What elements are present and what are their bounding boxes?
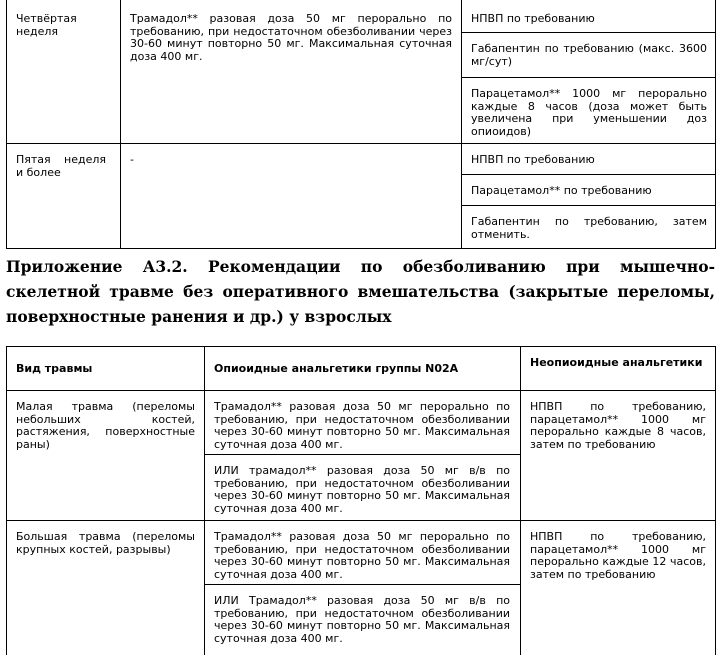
opioid-cell: Трамадол** разовая доза 50 мг перорально по требованию, при недостаточном обезболивании через 30-60 минут повторно 50 мг. Максимальная суточная доза 400 мг. (214, 530, 510, 581)
opioid-cell: ИЛИ трамадол** разовая доза 50 мг в/в по требованию, при недостаточном обезболивании через 30-60 минут повторно 50 мг. Максимальная суточная доза 400 мг. (214, 464, 510, 515)
appendix-heading: Приложение А3.2. Рекомендации по обезболиванию при мышечно-скелетной травме без оперативного вмешательства (закрытые переломы, поверхностные ранения и др.) у взрослых (6, 257, 715, 326)
period-cell: Четвёртая неделя (16, 12, 77, 38)
non-opioid-cell: НПВП по требованию, парацетамол** 1000 мг перорально каждые 12 часов, затем по требованию (530, 530, 706, 581)
column-header-opioids: Опиоидные анальгетики группы N02A (214, 362, 459, 375)
non-opioid-cell: НПВП по требованию, парацетамол** 1000 мг перорально каждые 8 часов, затем по требованию (530, 400, 706, 451)
non-opioid-cell: Парацетамол** по требованию (471, 184, 652, 197)
opioid-cell: - (130, 153, 134, 166)
non-opioid-cell: Габапентин по требованию, затем отменить. (471, 215, 707, 241)
column-header-non-opioids: Неопиоидные анальгетики (530, 356, 703, 369)
non-opioid-cell: Парацетамол** 1000 мг перорально каждые 8 часов (доза может быть увеличена при уменьшении доз опиоидов) (471, 87, 707, 138)
non-opioid-cell: НПВП по требованию (471, 12, 595, 25)
opioid-cell: ИЛИ Трамадол** разовая доза 50 мг в/в по требованию, при недостаточном обезболивании через 30-60 минут повторно 50 мг. Максимальная суточная доза 400 мг. (214, 594, 510, 645)
column-header-injury-type: Вид травмы (16, 362, 93, 375)
injury-type-cell: Большая травма (переломы крупных костей, разрывы) (16, 530, 195, 556)
injury-type-cell: Малая травма (переломы небольших костей, растяжения, поверхностные раны) (16, 400, 195, 451)
opioid-cell: Трамадол** разовая доза 50 мг перорально по требованию, при недостаточном обезболивании через 30-60 минут повторно 50 мг. Максимальная суточная доза 400 мг. (214, 400, 510, 451)
opioid-cell: Трамадол** разовая доза 50 мг перорально по требованию, при недостаточном обезболивании через 30-60 минут повторно 50 мг. Максимальная суточная доза 400 мг. (130, 12, 452, 63)
non-opioid-cell: Габапентин по требованию (макс. 3600 мг/сут) (471, 42, 707, 68)
period-cell: Пятая неделя и более (16, 153, 106, 179)
non-opioid-cell: НПВП по требованию (471, 153, 595, 166)
